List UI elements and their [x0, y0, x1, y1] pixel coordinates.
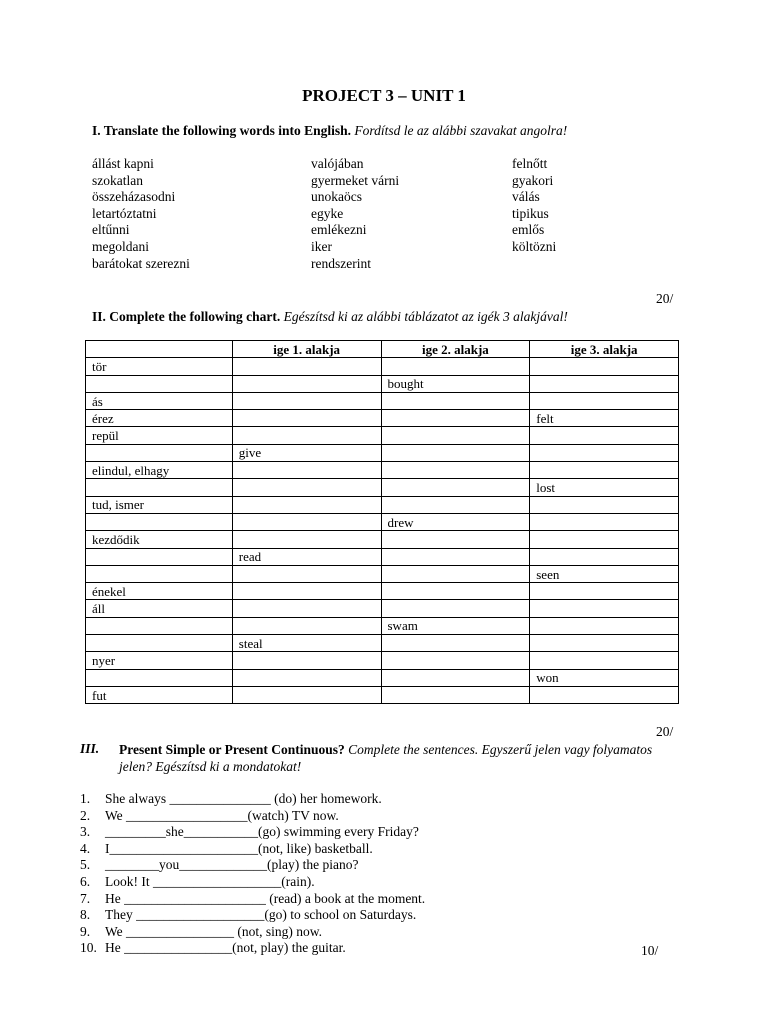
hungarian-verb-cell: elindul, elhagy [86, 462, 233, 479]
section-1-instruction: I. Translate the following words into English. [92, 123, 352, 138]
hungarian-verb-cell [86, 444, 233, 461]
section-3-instruction: Present Simple or Present Continuous? [119, 742, 345, 757]
hungarian-verb-cell: fut [86, 686, 233, 703]
verb-form-cell [232, 358, 381, 375]
list-item [80, 874, 425, 891]
verb-form-cell [530, 531, 679, 548]
table-header-cell: ige 1. alakja [232, 341, 381, 358]
verb-form-cell: drew [381, 513, 530, 530]
table-row [86, 600, 679, 617]
word-item: egyke [311, 205, 344, 221]
sentence-text: I______________________(not, like) basketball. [105, 840, 373, 856]
hungarian-verb-cell: tör [86, 358, 233, 375]
table-row [86, 617, 679, 634]
table-row [86, 565, 679, 582]
sentence-number: 7. [80, 890, 91, 906]
word-item: letartóztatni [92, 205, 157, 221]
table-row [86, 548, 679, 565]
verb-form-cell [232, 652, 381, 669]
word-item: összeházasodni [92, 189, 176, 205]
table-header-cell [86, 341, 233, 358]
sentence-text: We ________________ (not, sing) now. [105, 923, 323, 939]
verb-form-cell [530, 444, 679, 461]
verb-form-cell [381, 600, 530, 617]
verb-form-cell: steal [232, 635, 381, 652]
hungarian-verb-cell: kezdődik [86, 531, 233, 548]
table-header-cell: ige 3. alakja [530, 341, 679, 358]
verb-form-cell [232, 410, 381, 427]
hungarian-verb-cell [86, 635, 233, 652]
verb-form-cell [381, 548, 530, 565]
hungarian-verb-cell: énekel [86, 583, 233, 600]
hungarian-verb-cell: érez [86, 410, 233, 427]
verb-form-cell [381, 462, 530, 479]
verb-form-cell [530, 686, 679, 703]
sentence-text: He _____________________ (read) a book at the moment. [105, 890, 426, 906]
table-row [86, 479, 679, 496]
verb-form-cell [381, 565, 530, 582]
verb-form-cell [381, 669, 530, 686]
sentence-list [80, 791, 425, 957]
sentence-number: 4. [80, 840, 91, 856]
word-item: állást kapni [92, 156, 154, 171]
verb-form-cell [232, 392, 381, 409]
table-header-cell: ige 2. alakja [381, 341, 530, 358]
hungarian-verb-cell: nyer [86, 652, 233, 669]
verb-form-cell: seen [530, 565, 679, 582]
verb-form-cell [530, 358, 679, 375]
hungarian-verb-cell [86, 617, 233, 634]
verb-form-cell [381, 652, 530, 669]
hungarian-verb-cell: repül [86, 427, 233, 444]
word-item: rendszerint [311, 255, 371, 271]
table-row [86, 427, 679, 444]
table-row [86, 444, 679, 461]
verb-form-cell: bought [381, 375, 530, 392]
page-title: PROJECT 3 – UNIT 1 [302, 86, 466, 105]
verb-form-cell: won [530, 669, 679, 686]
word-item: barátokat szerezni [92, 255, 190, 271]
word-column-2 [311, 156, 399, 272]
word-item: gyakori [512, 172, 554, 188]
hungarian-verb-cell [86, 513, 233, 530]
verb-form-cell [232, 583, 381, 600]
hungarian-verb-cell: tud, ismer [86, 496, 233, 513]
table-row [86, 392, 679, 409]
hungarian-verb-cell: áll [86, 600, 233, 617]
table-row [86, 531, 679, 548]
verb-form-cell [232, 513, 381, 530]
sentence-number: 10. [80, 940, 97, 956]
table-row [86, 686, 679, 703]
section-2-instruction: II. Complete the following chart. [92, 309, 281, 324]
verb-form-cell [530, 462, 679, 479]
verb-form-cell [530, 392, 679, 409]
sentence-number: 2. [80, 807, 91, 823]
table-row [86, 462, 679, 479]
word-item: szokatlan [92, 172, 143, 188]
verb-form-cell: read [232, 548, 381, 565]
word-item: tipikus [512, 205, 549, 221]
verb-form-cell [530, 496, 679, 513]
table-row [86, 358, 679, 375]
verb-form-cell [232, 496, 381, 513]
sentence-number: 3. [80, 824, 91, 840]
verb-form-cell [381, 496, 530, 513]
verb-form-cell [232, 565, 381, 582]
sentence-number: 8. [80, 907, 91, 923]
table-row [86, 652, 679, 669]
section-2-score: 20/ [656, 724, 674, 739]
list-item [80, 857, 425, 874]
section-3-number: III. [80, 741, 100, 756]
list-item [80, 891, 425, 908]
sentence-number: 6. [80, 873, 91, 889]
sentence-text: They ___________________(go) to school on Saturdays. [105, 907, 417, 923]
section-1-instruction-hu: Fordítsd le az alábbi szavakat angolra! [354, 123, 568, 138]
table-row [86, 583, 679, 600]
verb-form-cell [232, 375, 381, 392]
list-item [80, 791, 425, 808]
verb-form-cell [530, 583, 679, 600]
hungarian-verb-cell [86, 548, 233, 565]
word-item: emlékezni [311, 222, 367, 238]
word-item: válás [512, 189, 540, 205]
sentence-text: He ________________(not, play) the guitar. [105, 940, 346, 956]
section-2-heading [92, 308, 568, 325]
sentence-text: She always _______________ (do) her homework. [105, 791, 382, 806]
verb-form-cell [381, 686, 530, 703]
word-column-3 [512, 156, 556, 256]
word-item: emlős [512, 222, 545, 238]
verb-form-cell [232, 686, 381, 703]
verb-form-cell [232, 600, 381, 617]
verb-form-cell [232, 427, 381, 444]
verb-form-cell [530, 513, 679, 530]
verb-form-cell: swam [381, 617, 530, 634]
word-item: felnőtt [512, 156, 548, 171]
section-3-instruction-hu: Complete the sentences. Egyszerű jelen vagy folyamatos jelen? Egészítsd ki a mondatokat! [119, 742, 653, 774]
section-3-score: 10/ [641, 943, 659, 958]
hungarian-verb-cell [86, 375, 233, 392]
word-item: valójában [311, 156, 364, 171]
word-item: unokaöcs [311, 189, 362, 205]
verb-form-cell: lost [530, 479, 679, 496]
table-row [86, 669, 679, 686]
verb-form-cell [530, 427, 679, 444]
table-row [86, 496, 679, 513]
table-row [86, 410, 679, 427]
table-row [86, 375, 679, 392]
verb-form-cell [232, 462, 381, 479]
sentence-text: We __________________(watch) TV now. [105, 807, 339, 823]
verb-form-cell [381, 410, 530, 427]
verb-form-cell [381, 531, 530, 548]
table-header-row [86, 341, 679, 358]
verb-form-cell [232, 617, 381, 634]
verb-form-cell [530, 652, 679, 669]
section-2-instruction-hu: Egészítsd ki az alábbi táblázatot az igék 3 alakjával! [283, 309, 568, 324]
sentence-number: 5. [80, 857, 91, 873]
section-1-heading [92, 122, 567, 139]
word-item: iker [311, 238, 332, 254]
verb-form-cell [530, 548, 679, 565]
table-row [86, 635, 679, 652]
verb-forms-table [85, 340, 679, 704]
verb-form-cell [530, 635, 679, 652]
verb-form-cell [381, 583, 530, 600]
verb-form-cell [381, 427, 530, 444]
verb-form-cell [530, 375, 679, 392]
hungarian-verb-cell: ás [86, 392, 233, 409]
list-item [80, 808, 425, 825]
sentence-number: 1. [80, 791, 91, 806]
word-item: eltűnni [92, 222, 130, 238]
sentence-text: Look! It ___________________(rain). [105, 873, 315, 889]
verb-form-cell [381, 444, 530, 461]
verb-form-cell [232, 669, 381, 686]
hungarian-verb-cell [86, 565, 233, 582]
sentence-number: 9. [80, 923, 91, 939]
list-item [80, 940, 425, 957]
table-row [86, 513, 679, 530]
list-item [80, 841, 425, 858]
verb-form-cell [530, 617, 679, 634]
verb-form-cell [381, 392, 530, 409]
verb-form-cell [232, 479, 381, 496]
sentence-text: ________you_____________(play) the piano? [105, 857, 359, 873]
verb-form-cell [381, 479, 530, 496]
verb-form-cell [530, 600, 679, 617]
verb-form-cell [232, 531, 381, 548]
hungarian-verb-cell [86, 669, 233, 686]
list-item [80, 924, 425, 941]
verb-form-cell: felt [530, 410, 679, 427]
list-item [80, 824, 425, 841]
section-1-score: 20/ [656, 291, 674, 306]
verb-form-cell: give [232, 444, 381, 461]
list-item [80, 907, 425, 924]
verb-form-cell [381, 635, 530, 652]
section-3-heading [119, 741, 679, 775]
word-item: gyermeket várni [311, 172, 400, 188]
word-column-1 [92, 156, 190, 272]
hungarian-verb-cell [86, 479, 233, 496]
word-item: megoldani [92, 238, 149, 254]
word-item: költözni [512, 238, 557, 254]
sentence-text: _________she___________(go) swimming every Friday? [105, 824, 419, 840]
verb-form-cell [381, 358, 530, 375]
